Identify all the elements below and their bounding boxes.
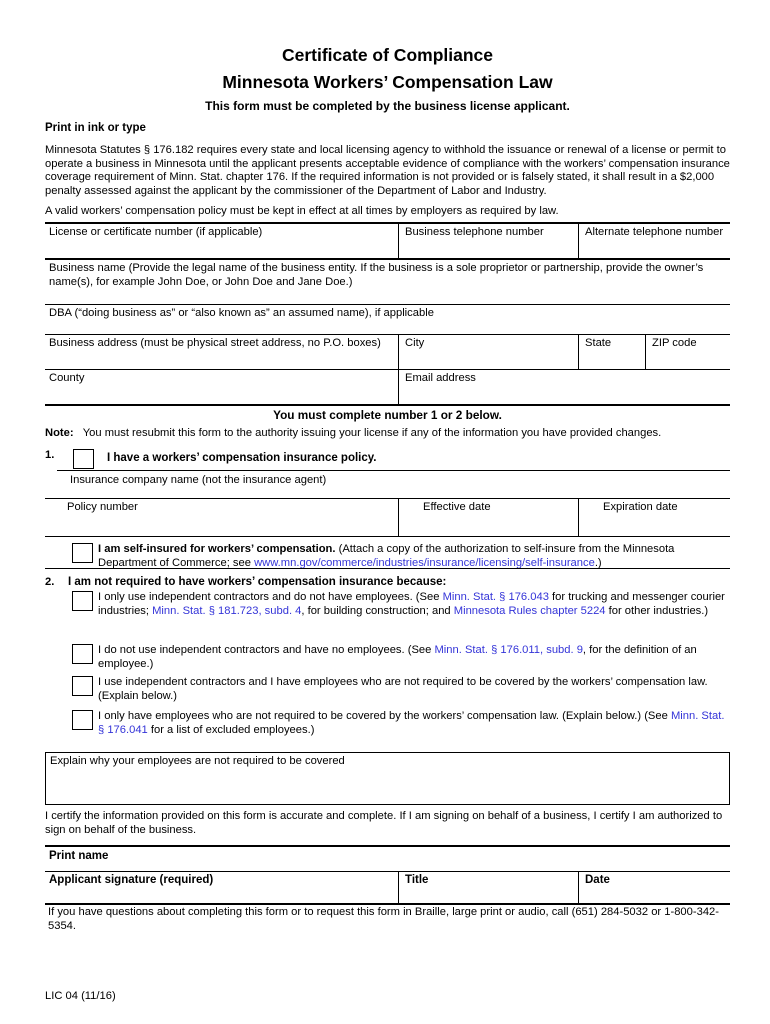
date-label: Date — [585, 874, 610, 886]
checkbox-contractors-and-exempt-employees[interactable] — [72, 676, 93, 696]
license-number-field[interactable] — [45, 224, 398, 258]
policy-number-field[interactable] — [45, 499, 398, 536]
text-segment: .) — [594, 556, 602, 569]
county-label: County — [49, 372, 85, 384]
explain-textarea[interactable] — [45, 752, 730, 805]
text-segment: , for the definition of an employee.) — [98, 644, 697, 670]
statute-link[interactable]: Minn. Stat. § 176.011, subd. 9 — [434, 644, 583, 656]
insurance-company-label: Insurance company name (not the insurance agent) — [70, 474, 327, 486]
form-subtitle: This form must be completed by the business license applicant. — [205, 99, 570, 113]
city-label: City — [405, 337, 425, 349]
note-line — [45, 427, 730, 441]
reason-row — [45, 710, 730, 737]
checkbox-has-insurance-policy[interactable] — [73, 449, 94, 469]
self-insured-text — [98, 543, 730, 570]
text-segment: I am self-insured for workers’ compensation. — [98, 543, 336, 555]
zip-field[interactable] — [645, 335, 730, 369]
reason-text — [98, 676, 730, 703]
title-field[interactable] — [398, 872, 578, 903]
certification-text: I certify the information provided on this form is accurate and complete. If I am signing on behalf of a business, I certify I am authorized to sign on behalf of the business. — [45, 810, 723, 836]
business-address-label: Business address (must be physical street address, no P.O. boxes) — [49, 337, 381, 349]
effective-date-label: Effective date — [423, 501, 491, 513]
text-segment: (Attach a copy of the authorization to self-insure from the Minnesota Department of Commerce; see — [98, 543, 675, 569]
expiration-date-label: Expiration date — [603, 501, 678, 513]
statute-link[interactable]: Minn. Stat. § 181.723, subd. 4 — [152, 604, 302, 617]
dba-label: DBA (“doing business as” or “also known as” an assumed name), if applicable — [49, 307, 434, 319]
section1-heading-row — [45, 449, 730, 469]
text-segment: I do not use independent contractors and have no employees. (See — [98, 644, 435, 656]
text-segment: for a list of excluded employees.) — [147, 723, 315, 736]
business-name-label: Business name (Provide the legal name of the business entity. If the business is a sole proprietor or partnership, provide the owner’s name(s), for example John Doe, or John Doe and Jane Doe.) — [49, 262, 704, 288]
alt-phone-label: Alternate telephone number — [585, 226, 724, 238]
business-address-field[interactable] — [45, 335, 398, 369]
reason-row — [45, 676, 730, 703]
form-title-line2: Minnesota Workers’ Compensation Law — [222, 72, 553, 92]
expiration-date-field[interactable] — [578, 499, 730, 536]
questions-help-text: If you have questions about completing this form or to request this form in Braille, large print or audio, call (651) 284-5032 or 1-800-342-5354. — [48, 906, 719, 932]
checkbox-exempt-employees-only[interactable] — [72, 710, 93, 730]
state-field[interactable] — [578, 335, 645, 369]
applicant-signature-label: Applicant signature (required) — [49, 874, 214, 886]
print-name-label: Print name — [49, 850, 109, 862]
checkbox-self-insured[interactable] — [72, 543, 93, 563]
city-field[interactable] — [398, 335, 578, 369]
reason-text — [98, 644, 730, 671]
checkbox-independent-contractors-only[interactable] — [72, 591, 93, 611]
print-name-field[interactable] — [45, 845, 730, 871]
self-insured-row — [45, 543, 730, 570]
dba-field[interactable] — [45, 305, 730, 334]
reason-text — [98, 591, 730, 618]
date-field[interactable] — [578, 872, 730, 903]
business-name-field[interactable] — [45, 260, 730, 304]
state-label: State — [585, 337, 612, 349]
alt-phone-field[interactable] — [578, 224, 730, 258]
statute-link[interactable]: Minn. Stat. § 176.043 — [442, 591, 549, 603]
note-label: Note: — [45, 427, 74, 439]
text-segment: I use independent contractors and I have employees who are not required to be covered by the workers’ compensation law. (Explain below.) — [98, 676, 708, 702]
checkbox-no-contractors-no-employees[interactable] — [72, 644, 93, 664]
print-instruction: Print in ink or type — [45, 122, 146, 134]
section1-number: 1. — [45, 449, 55, 461]
section1-heading: I have a workers’ compensation insurance policy. — [107, 452, 377, 464]
valid-policy-paragraph: A valid workers’ compensation policy must be kept in effect at all times by employers as required by law. — [45, 205, 559, 217]
statute-link[interactable]: Minnesota Rules chapter 5224 — [453, 604, 606, 617]
signature-table — [45, 871, 730, 905]
text-segment: I only have employees who are not required to be covered by the workers’ compensation law. (Explain below.) (See — [98, 710, 671, 722]
effective-date-field[interactable] — [398, 499, 578, 536]
section2-number: 2. — [45, 576, 55, 588]
zip-label: ZIP code — [652, 337, 697, 349]
business-phone-label: Business telephone number — [405, 226, 544, 238]
applicant-signature-field[interactable] — [45, 872, 398, 903]
title-label: Title — [405, 874, 429, 886]
form-code: LIC 04 (11/16) — [45, 990, 116, 1002]
text-segment: , for building construction; and — [301, 604, 454, 617]
county-field[interactable] — [45, 370, 398, 404]
must-complete-instruction: You must complete number 1 or 2 below. — [273, 408, 502, 422]
license-number-label: License or certificate number (if applicable) — [49, 226, 263, 238]
reason-text — [98, 710, 730, 737]
email-label: Email address — [405, 372, 476, 384]
statute-paragraph: Minnesota Statutes § 176.182 requires every state and local licensing agency to withhold the issuance or renewal of a license or permit to operate a business in Minnesota until the applicant presents acceptable evidence of compliance with the workers’ compensation insurance coverage requirement of Minn. Stat. chapter 176. If the required information is not provided or is falsely stated, it shall result in a $2,000 penalty assessed against the applicant by the commissioner of the Department of Labor and Industry. — [45, 144, 730, 197]
text-segment: for trucking and messenger courier industries; — [98, 591, 725, 617]
divider — [45, 568, 730, 569]
explain-label: Explain why your employees are not required to be covered — [50, 755, 345, 767]
reason-row — [45, 591, 730, 618]
business-info-table — [45, 222, 730, 406]
section2-heading-row — [45, 576, 730, 590]
text-segment: for other industries.) — [605, 604, 709, 617]
text-segment: I only use independent contractors and do not have employees. (See — [98, 591, 443, 603]
email-field[interactable] — [398, 370, 730, 404]
insurance-company-field[interactable] — [45, 474, 730, 488]
form-title-line1: Certificate of Compliance — [281, 45, 494, 65]
section2-heading: I am not required to have workers’ compensation insurance because: — [68, 576, 447, 588]
policy-table — [45, 498, 730, 537]
note-text: You must resubmit this form to the authority issuing your license if any of the information you have provided changes. — [82, 427, 662, 439]
reason-row — [45, 644, 730, 671]
divider — [57, 470, 730, 471]
policy-number-label: Policy number — [67, 501, 138, 513]
business-phone-field[interactable] — [398, 224, 578, 258]
statute-link[interactable]: www.mn.gov/commerce/industries/insurance/licensing/self-insurance — [254, 556, 595, 569]
statute-link[interactable]: Minn. Stat. § 176.041 — [98, 710, 725, 736]
